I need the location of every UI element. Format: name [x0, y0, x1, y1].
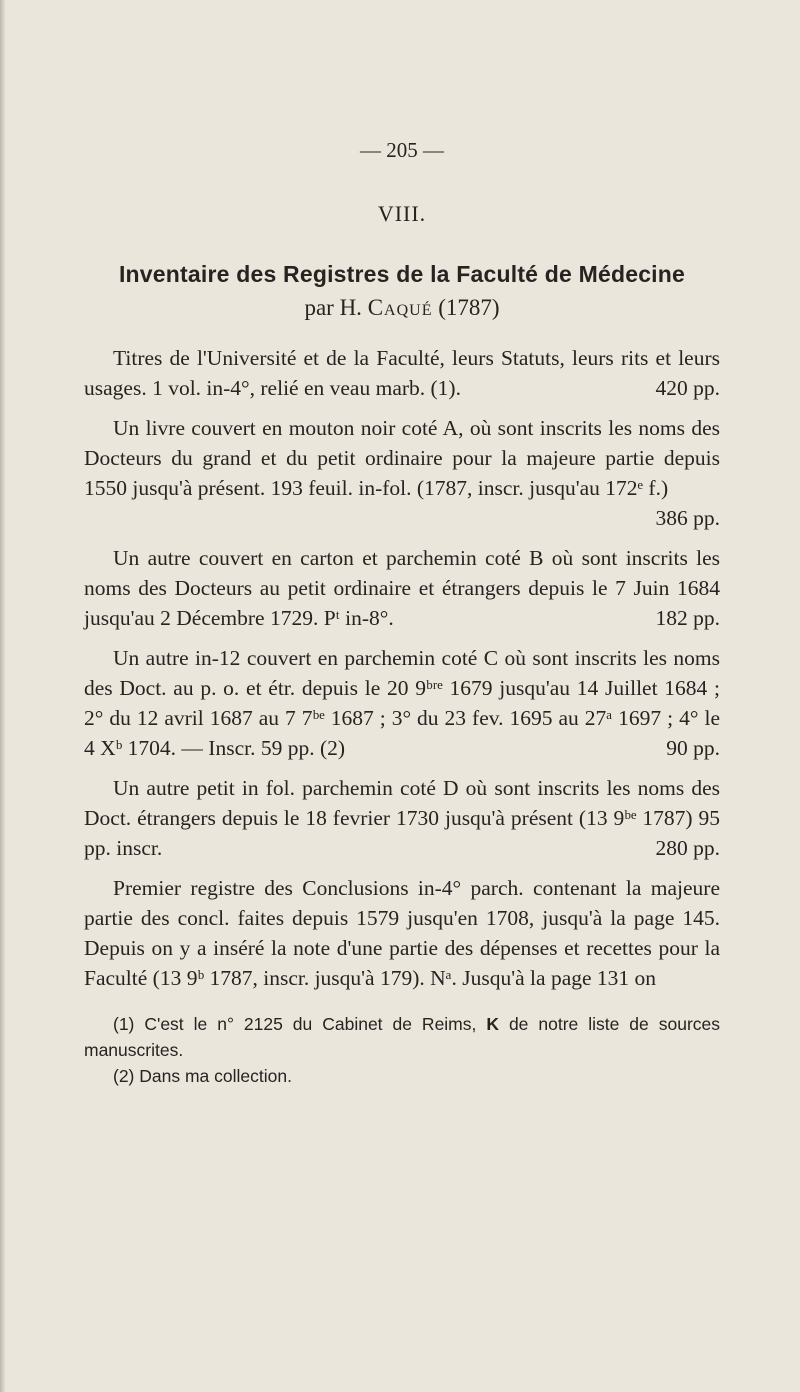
- entry-text: Premier registre des Conclusions in-4° parch. contenant la majeure partie des concl. faites depuis 1579 jusqu'en 1708, jusqu'à la page 145. Depuis on y a inséré la note d'une partie des dépenses et recettes pour la Faculté (13 9ᵇ 1787, inscr. jusqu'à 179). Nᵃ. Jusqu'à la page 131 on: [84, 876, 720, 990]
- footnote-text: (1) C'est le n° 2125 du Cabinet de Reims,: [113, 1014, 487, 1034]
- entry-text: Un autre in-12 couvert en parchemin coté C où sont inscrits les noms des Doct. au p. o. et étr. depuis le 20 9ᵇʳᵉ 1679 jusqu'au 14 Juillet 1684 ; 2° du 12 avril 1687 au 7 7ᵇᵉ 1687 ; 3° du 23 fev. 1695 au 27ᵃ 1697 ; 4° le 4 Xᵇ 1704. — Inscr. 59 pp. (2): [84, 646, 720, 760]
- entry-page-count: 420 pp.: [655, 376, 720, 400]
- chapter-title: Inventaire des Registres de la Faculté de Médecine: [118, 261, 686, 287]
- entry-page-count: 90 pp.: [666, 736, 720, 760]
- inventory-entry: [84, 873, 720, 993]
- entry-text: Un livre couvert en mouton noir coté A, où sont inscrits les noms des Docteurs du grand et du petit ordinaire pour la majeure partie depuis 1550 jusqu'à présent. 193 feuil. in-fol. (1787, inscr. jusqu'au 172ᵉ f.): [84, 416, 720, 500]
- section-number: VIII.: [377, 201, 427, 226]
- footnote: [84, 1011, 720, 1063]
- author-name: Caqué: [367, 295, 433, 320]
- footnote-source-letter: K: [486, 1014, 499, 1034]
- entry-text: Un autre couvert en carton et parchemin coté B où sont inscrits les noms des Docteurs au petit ordinaire et étrangers depuis le 7 Juin 1684 jusqu'au 2 Décembre 1729. Pᵗ in-8°.: [84, 546, 720, 630]
- entry-text: Un autre petit in fol. parchemin coté D où sont inscrits les noms des Doct. étrangers depuis le 18 fevrier 1730 jusqu'à présent (13 9ᵇᵉ 1787) 95 pp. inscr.: [84, 776, 720, 860]
- inventory-entry: [84, 773, 720, 863]
- entry-page-count: 182 pp.: [655, 606, 720, 630]
- footnotes: [84, 1011, 720, 1089]
- entry-text: Titres de l'Université et de la Faculté, leurs Statuts, leurs rits et leurs usages. 1 vol. in-4°, relié en veau marb. (1).: [84, 346, 720, 400]
- inventory-entry: [84, 413, 720, 533]
- inventory-entry: [84, 543, 720, 633]
- footnote-text-end: de notre liste de sources manuscrites.: [84, 1014, 721, 1060]
- inventory-entry: [84, 643, 720, 763]
- inventory-list: [84, 343, 720, 1003]
- page-number: — 205 —: [360, 138, 444, 162]
- page-gutter-shadow: [0, 0, 6, 1392]
- footnote: [84, 1063, 720, 1089]
- author-line: [84, 295, 720, 321]
- author-prefix: par H.: [304, 295, 368, 320]
- entry-page-count: 280 pp.: [655, 836, 720, 860]
- author-year: (1787): [432, 295, 500, 320]
- footnote-text: (2) Dans ma collection.: [113, 1066, 292, 1086]
- inventory-entry: [84, 343, 720, 403]
- entry-page-count: 386 pp.: [655, 506, 720, 530]
